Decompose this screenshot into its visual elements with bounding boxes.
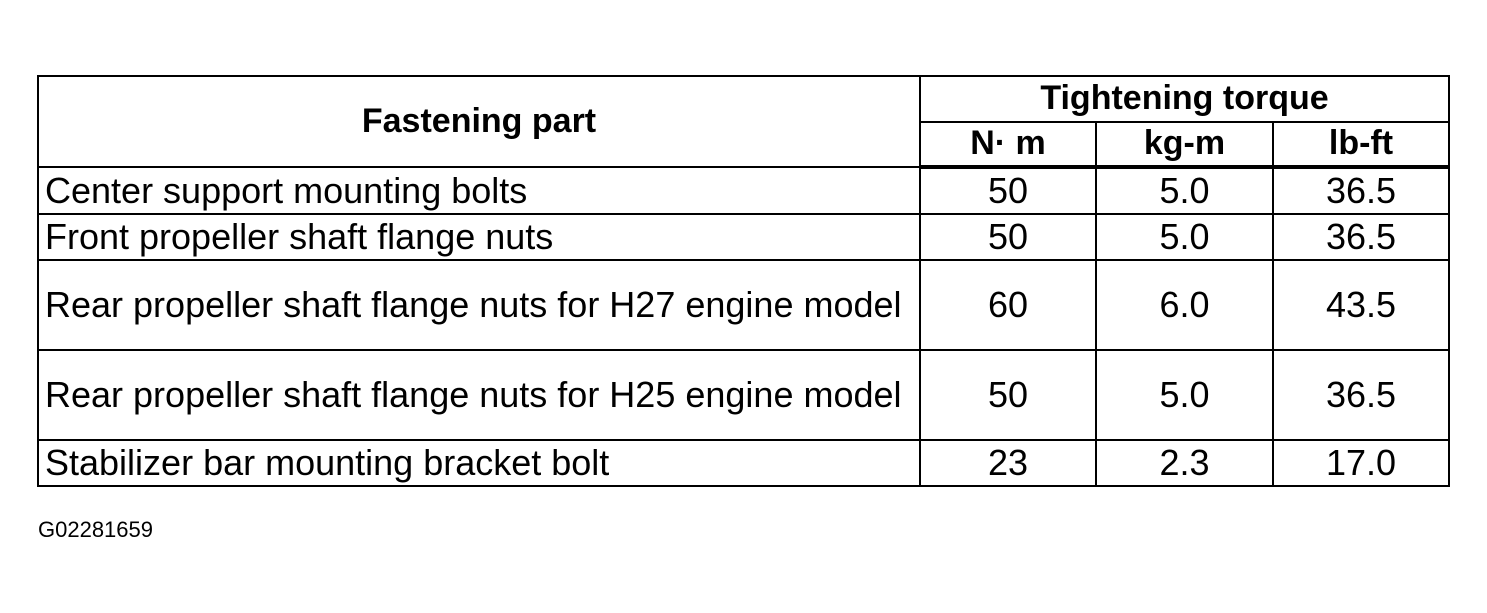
torque-lbft-cell: 36.5: [1273, 167, 1449, 214]
table-row: [38, 260, 1449, 350]
fastening-part-cell: Rear propeller shaft flange nuts for H25 engine model: [38, 350, 920, 440]
table-header-row: [38, 76, 1449, 122]
table-row: [38, 167, 1449, 214]
torque-lbft-cell: 43.5: [1273, 260, 1449, 350]
torque-kgm-cell: 2.3: [1096, 440, 1273, 486]
fastening-part-header: Fastening part: [38, 76, 920, 167]
unit-header-nm: N· m: [920, 122, 1096, 167]
table-row: [38, 214, 1449, 260]
torque-kgm-cell: 6.0: [1096, 260, 1273, 350]
torque-kgm-cell: 5.0: [1096, 214, 1273, 260]
torque-nm-cell: 50: [920, 167, 1096, 214]
torque-nm-cell: 50: [920, 214, 1096, 260]
fastening-part-cell: Rear propeller shaft flange nuts for H27 engine model: [38, 260, 920, 350]
torque-lbft-cell: 36.5: [1273, 350, 1449, 440]
fastening-part-cell: Front propeller shaft flange nuts: [38, 214, 920, 260]
table-row: [38, 440, 1449, 486]
table-row: [38, 350, 1449, 440]
unit-header-lbft: lb-ft: [1273, 122, 1449, 167]
torque-lbft-cell: 36.5: [1273, 214, 1449, 260]
unit-header-kgm: kg-m: [1096, 122, 1273, 167]
torque-kgm-cell: 5.0: [1096, 167, 1273, 214]
torque-kgm-cell: 5.0: [1096, 350, 1273, 440]
torque-lbft-cell: 17.0: [1273, 440, 1449, 486]
torque-specification-table: [37, 75, 1450, 487]
fastening-part-cell: Center support mounting bolts: [38, 167, 920, 214]
torque-nm-cell: 50: [920, 350, 1096, 440]
figure-id-label: G02281659: [38, 517, 153, 542]
torque-nm-cell: 60: [920, 260, 1096, 350]
tightening-torque-header: Tightening torque: [920, 76, 1449, 122]
torque-nm-cell: 23: [920, 440, 1096, 486]
fastening-part-cell: Stabilizer bar mounting bracket bolt: [38, 440, 920, 486]
